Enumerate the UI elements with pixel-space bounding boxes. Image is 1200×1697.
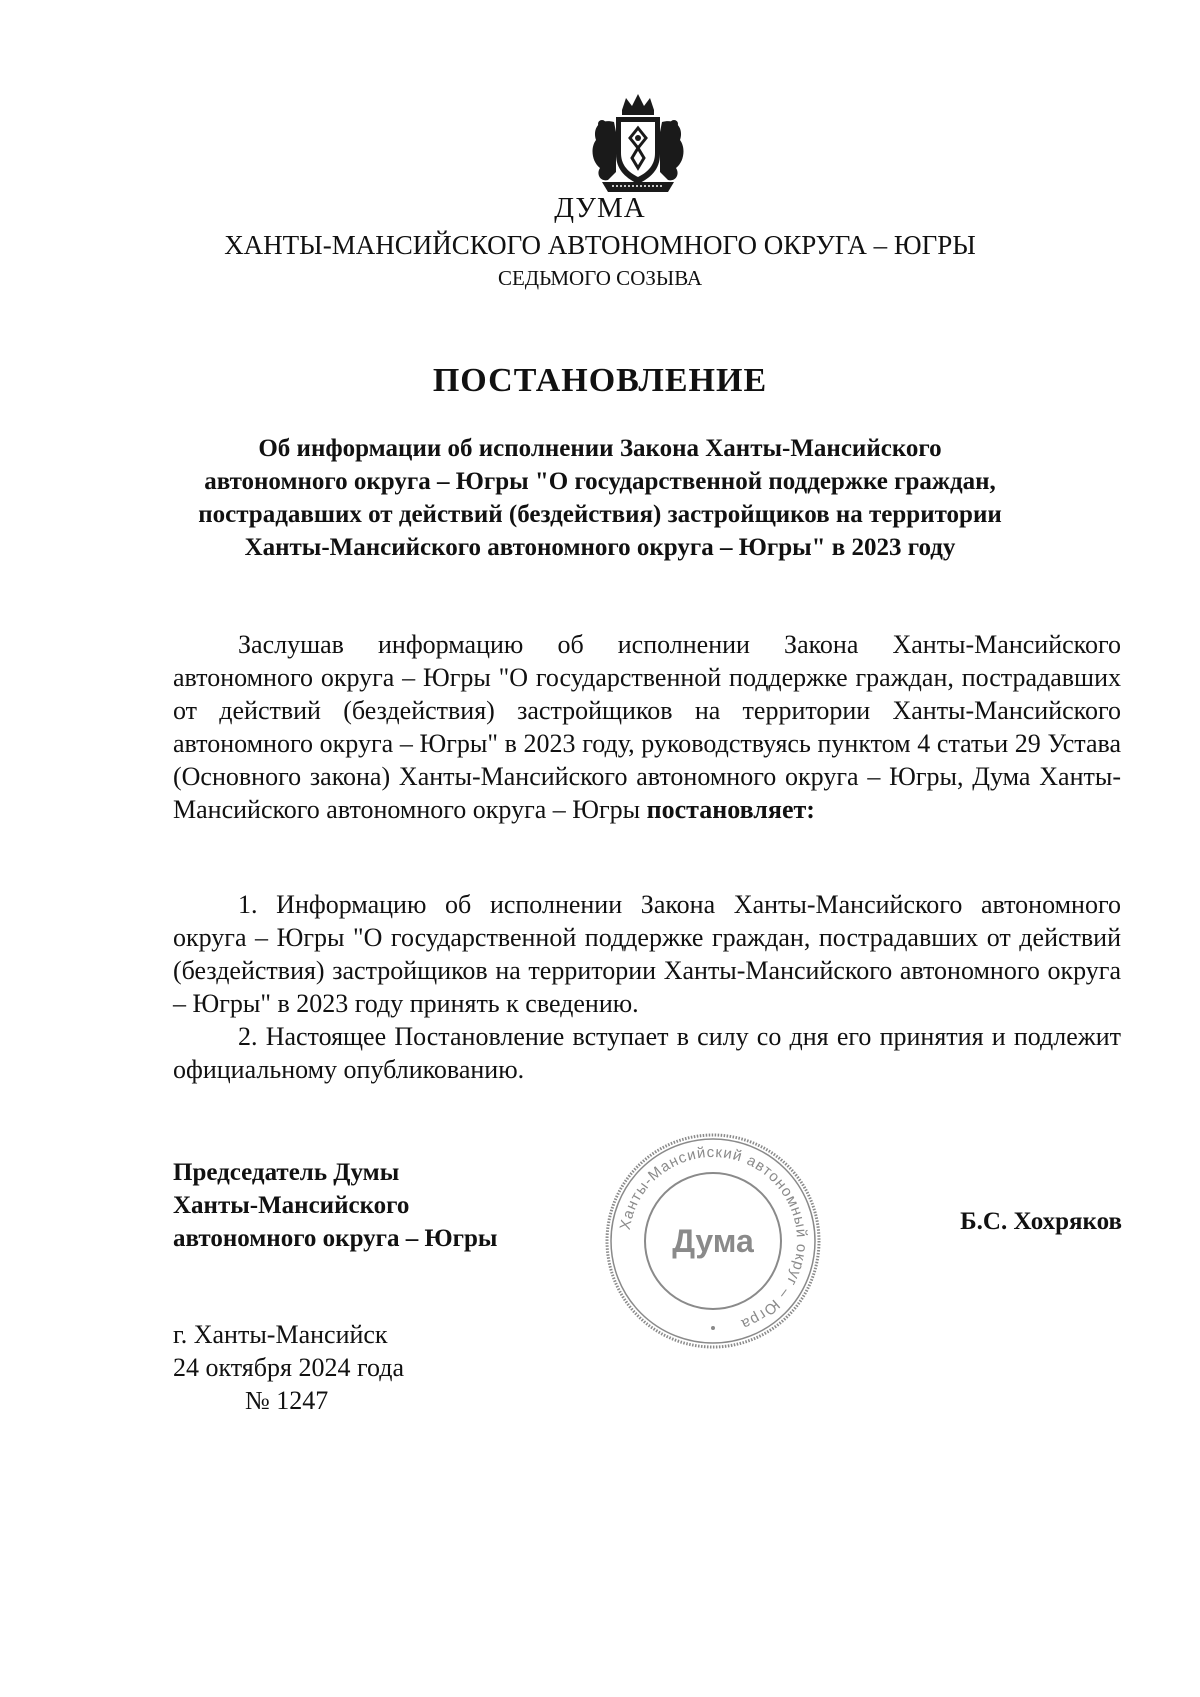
- document-type-heading: ПОСТАНОВЛЕНИЕ: [432, 362, 768, 399]
- official-seal: [600, 1128, 826, 1354]
- organization-title: ДУМА: [554, 192, 646, 224]
- intro-text: Заслушав информацию об исполнении Закона Ханты-Мансийского автономного округа – Югры "О государственной поддержке граждан, пострадавших от действий (бездействия) застройщиков на территории Ханты-Мансийского автономного округа – Югры" в 2023 году, руководствуясь пунктом 4 статьи 29 Устава (Основного закона) Ханты-Мансийского автономного округа – Югры, Дума Ханты-Мансийского автономного округа – Югры: [173, 630, 1121, 824]
- signatory-name: Б.С. Хохряков: [960, 1208, 1122, 1235]
- convocation-title: СЕДЬМОГО СОЗЫВА: [497, 266, 703, 290]
- seal-center-text: Дума: [672, 1223, 754, 1259]
- seal-ring-text: Ханты-Мансийский автономный округ – Югра: [616, 1143, 811, 1333]
- subject-line: Об информации об исполнении Закона Ханты-Мансийского: [258, 435, 942, 462]
- resolution-item-2: 2. Настоящее Постановление вступает в силу со дня его принятия и подлежит официальному опубликованию.: [173, 1022, 1121, 1084]
- document-number: № 1247: [245, 1386, 329, 1415]
- document-subject: [150, 432, 1050, 564]
- subject-line: пострадавших от действий (бездействия) застройщиков на территории: [198, 501, 1002, 528]
- signatory-title: [173, 1156, 593, 1255]
- intro-paragraph: [173, 628, 1121, 826]
- signatory-title-line: Председатель Думы: [173, 1159, 400, 1186]
- signatory-title-line: Ханты-Мансийского: [173, 1192, 410, 1219]
- resolution-item-1: 1. Информацию об исполнении Закона Ханты-Мансийского автономного округа – Югры "О государственной поддержке граждан, пострадавших от действий (бездействия) застройщиков на территории Ханты-Мансийского автономного округа – Югры" в 2023 году принять к сведению.: [173, 890, 1121, 1018]
- intro-emphasis: постановляет:: [646, 795, 815, 824]
- city: г. Ханты-Мансийск: [173, 1320, 388, 1349]
- date: 24 октября 2024 года: [173, 1353, 404, 1382]
- subject-line: Ханты-Мансийского автономного округа – Югры" в 2023 году: [244, 534, 956, 561]
- region-title: ХАНТЫ-МАНСИЙСКОГО АВТОНОМНОГО ОКРУГА – ЮГРЫ: [224, 230, 976, 260]
- signatory-title-line: автономного округа – Югры: [173, 1225, 498, 1252]
- coat-of-arms-emblem: [582, 92, 694, 196]
- place-and-date: [173, 1318, 473, 1417]
- subject-line: автономного округа – Югры "О государственной поддержке граждан,: [204, 468, 996, 495]
